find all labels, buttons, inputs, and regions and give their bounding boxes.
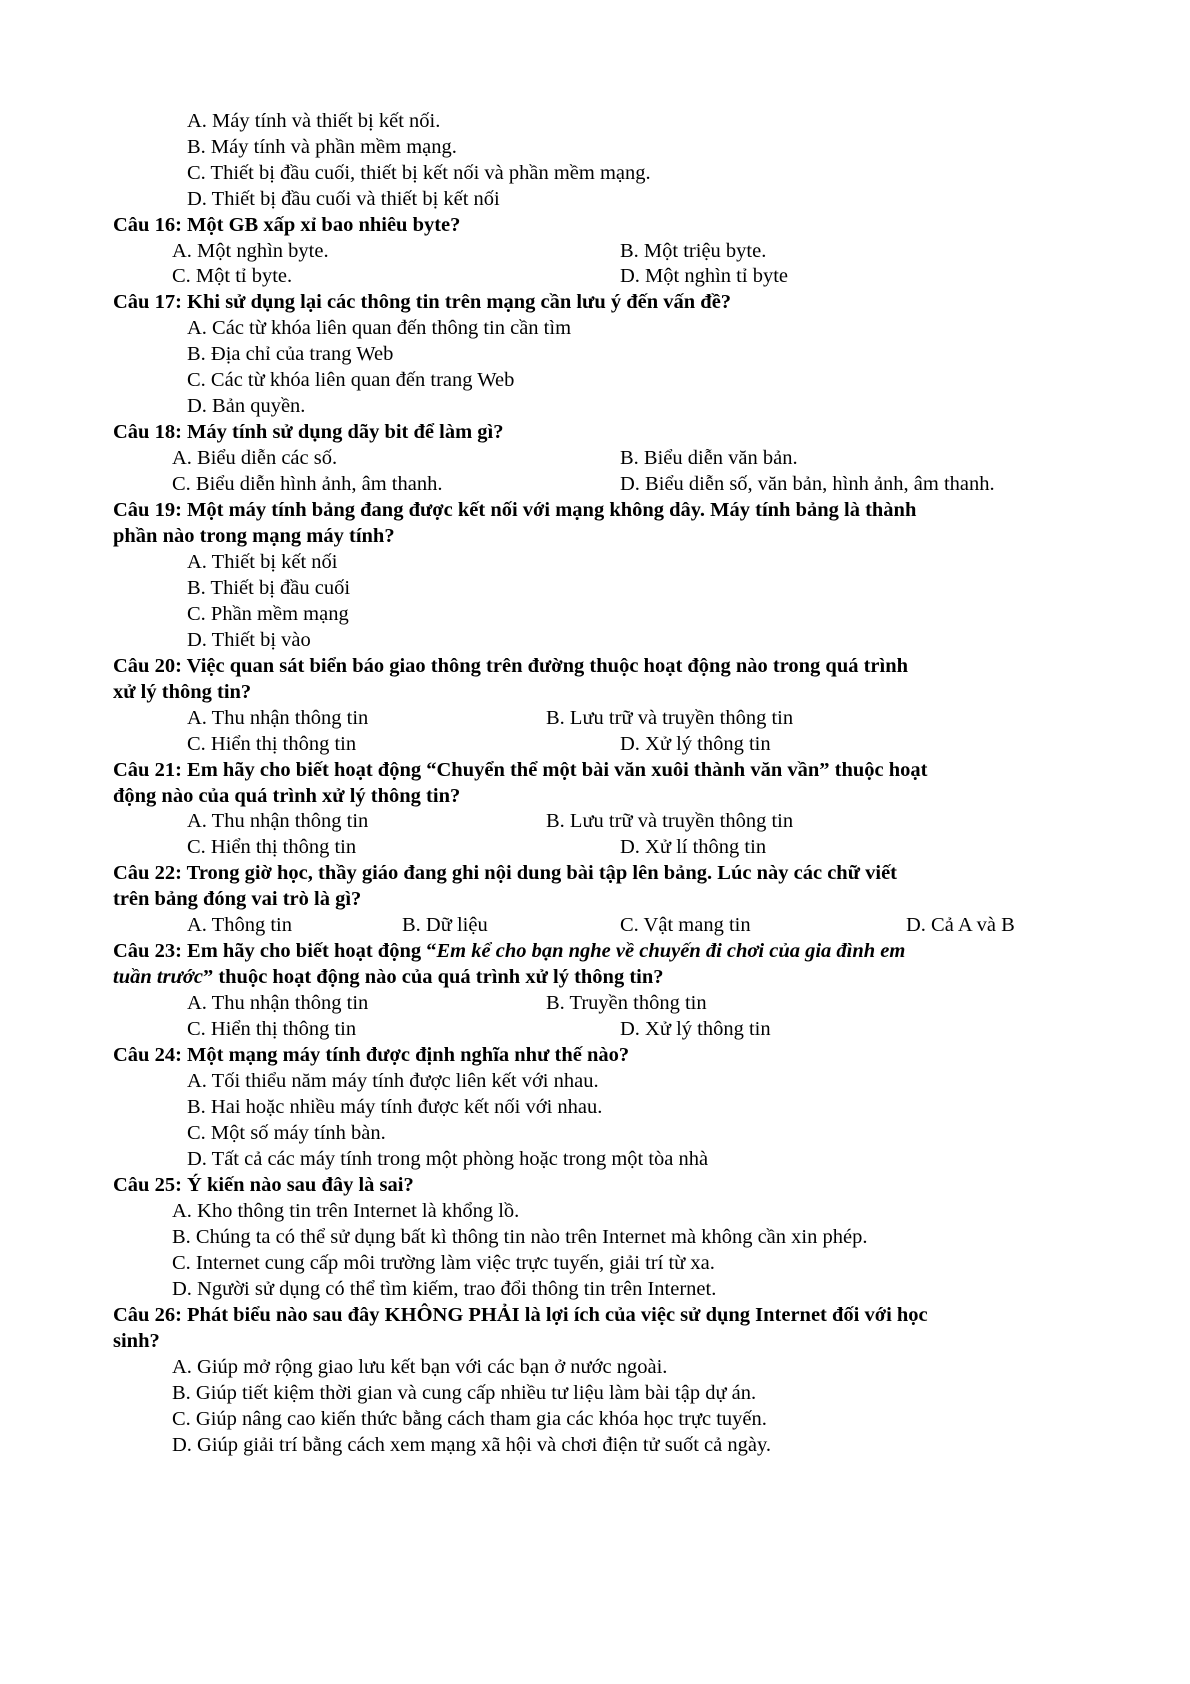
q25-option-b: B. Chúng ta có thể sử dụng bất kì thông tin nào trên Internet mà không cần xin phép. bbox=[172, 1226, 868, 1248]
q22-option-c: C. Vật mang tin bbox=[620, 914, 751, 936]
question-23-title-line1 bbox=[113, 938, 905, 964]
q18-option-a: A. Biểu diễn các số. bbox=[172, 447, 338, 469]
q24-option-c: C. Một số máy tính bàn. bbox=[187, 1122, 386, 1144]
q23-option-d: D. Xử lý thông tin bbox=[620, 1018, 771, 1040]
q24-option-b: B. Hai hoặc nhiều máy tính được kết nối với nhau. bbox=[187, 1096, 603, 1118]
q23-option-c: C. Hiển thị thông tin bbox=[187, 1018, 357, 1040]
q16-option-d: D. Một nghìn tỉ byte bbox=[620, 265, 788, 287]
q26-option-c: C. Giúp nâng cao kiến thức bằng cách tham gia các khóa học trực tuyến. bbox=[172, 1408, 767, 1430]
question-21-title-line2: động nào của quá trình xử lý thông tin? bbox=[113, 785, 461, 807]
q23-title-suffix: ” thuộc hoạt động nào của quá trình xử lý thông tin? bbox=[202, 966, 664, 988]
question-20-title-line1: Câu 20: Việc quan sát biển báo giao thông trên đường thuộc hoạt động nào trong quá trình bbox=[113, 655, 909, 677]
question-23-title-line2 bbox=[113, 964, 664, 990]
q23-option-a: A. Thu nhận thông tin bbox=[187, 992, 369, 1014]
q16-option-c: C. Một tỉ byte. bbox=[172, 265, 293, 287]
question-24-title: Câu 24: Một mạng máy tính được định nghĩa như thế nào? bbox=[113, 1044, 630, 1066]
q26-option-b: B. Giúp tiết kiệm thời gian và cung cấp nhiều tư liệu làm bài tập dự án. bbox=[172, 1382, 757, 1404]
q17-option-c: C. Các từ khóa liên quan đến trang Web bbox=[187, 369, 515, 391]
q20-option-d: D. Xử lý thông tin bbox=[620, 733, 771, 755]
q15-option-c: C. Thiết bị đầu cuối, thiết bị kết nối và phần mềm mạng. bbox=[187, 162, 651, 184]
q24-option-d: D. Tất cả các máy tính trong một phòng hoặc trong một tòa nhà bbox=[187, 1148, 709, 1170]
q19-option-a: A. Thiết bị kết nối bbox=[187, 551, 338, 573]
q17-option-a: A. Các từ khóa liên quan đến thông tin cần tìm bbox=[187, 317, 572, 339]
q26-option-d: D. Giúp giải trí bằng cách xem mạng xã hội và chơi điện tử suốt cả ngày. bbox=[172, 1434, 772, 1456]
q25-option-c: C. Internet cung cấp môi trường làm việc trực tuyến, giải trí từ xa. bbox=[172, 1252, 715, 1274]
q17-option-d: D. Bản quyền. bbox=[187, 395, 306, 417]
question-20-title-line2: xử lý thông tin? bbox=[113, 681, 252, 703]
question-22-title-line1: Câu 22: Trong giờ học, thầy giáo đang ghi nội dung bài tập lên bảng. Lúc này các chữ viết bbox=[113, 862, 898, 884]
question-16-title: Câu 16: Một GB xấp xỉ bao nhiêu byte? bbox=[113, 214, 461, 236]
q18-option-c: C. Biểu diễn hình ảnh, âm thanh. bbox=[172, 473, 443, 495]
q21-option-b: B. Lưu trữ và truyền thông tin bbox=[546, 810, 794, 832]
q26-option-a: A. Giúp mở rộng giao lưu kết bạn với các bạn ở nước ngoài. bbox=[172, 1356, 668, 1378]
question-26-title-line1: Câu 26: Phát biểu nào sau đây KHÔNG PHẢI là lợi ích của việc sử dụng Internet đối với học bbox=[113, 1304, 928, 1326]
q25-option-d: D. Người sử dụng có thể tìm kiếm, trao đổi thông tin trên Internet. bbox=[172, 1278, 717, 1300]
q18-option-b: B. Biểu diễn văn bản. bbox=[620, 447, 798, 469]
q19-option-c: C. Phần mềm mạng bbox=[187, 603, 349, 625]
q15-option-a: A. Máy tính và thiết bị kết nối. bbox=[187, 110, 441, 132]
q23-title-italic-part2: tuần trước bbox=[113, 966, 203, 988]
question-25-title: Câu 25: Ý kiến nào sau đây là sai? bbox=[113, 1174, 414, 1196]
q20-option-b: B. Lưu trữ và truyền thông tin bbox=[546, 707, 794, 729]
q19-option-b: B. Thiết bị đầu cuối bbox=[187, 577, 351, 599]
q23-title-italic-part1: Em kể cho bạn nghe về chuyến đi chơi của gia đình em bbox=[436, 940, 906, 962]
question-19-title-line2: phần nào trong mạng máy tính? bbox=[113, 525, 395, 547]
q15-option-b: B. Máy tính và phần mềm mạng. bbox=[187, 136, 457, 158]
q20-option-c: C. Hiển thị thông tin bbox=[187, 733, 357, 755]
q24-option-a: A. Tối thiểu năm máy tính được liên kết với nhau. bbox=[187, 1070, 599, 1092]
question-18-title: Câu 18: Máy tính sử dụng dãy bit để làm gì? bbox=[113, 421, 504, 443]
q21-option-c: C. Hiển thị thông tin bbox=[187, 836, 357, 858]
q16-option-b: B. Một triệu byte. bbox=[620, 240, 767, 262]
q22-option-b: B. Dữ liệu bbox=[402, 914, 488, 936]
q25-option-a: A. Kho thông tin trên Internet là khổng lồ. bbox=[172, 1200, 520, 1222]
q22-option-d: D. Cả A và B bbox=[906, 914, 1015, 936]
q17-option-b: B. Địa chỉ của trang Web bbox=[187, 343, 394, 365]
q21-option-d: D. Xử lí thông tin bbox=[620, 836, 767, 858]
q16-option-a: A. Một nghìn byte. bbox=[172, 240, 329, 262]
q20-option-a: A. Thu nhận thông tin bbox=[187, 707, 369, 729]
q22-option-a: A. Thông tin bbox=[187, 914, 292, 936]
question-19-title-line1: Câu 19: Một máy tính bảng đang được kết nối với mạng không dây. Máy tính bảng là thành bbox=[113, 499, 917, 521]
question-26-title-line2: sinh? bbox=[113, 1330, 160, 1352]
q21-option-a: A. Thu nhận thông tin bbox=[187, 810, 369, 832]
q18-option-d: D. Biểu diễn số, văn bản, hình ảnh, âm thanh. bbox=[620, 473, 995, 495]
question-21-title-line1: Câu 21: Em hãy cho biết hoạt động “Chuyển thể một bài văn xuôi thành văn vần” thuộc hoạt bbox=[113, 759, 928, 781]
question-17-title: Câu 17: Khi sử dụng lại các thông tin trên mạng cần lưu ý đến vấn đề? bbox=[113, 291, 732, 313]
q23-option-b: B. Truyền thông tin bbox=[546, 992, 707, 1014]
q15-option-d: D. Thiết bị đầu cuối và thiết bị kết nối bbox=[187, 188, 500, 210]
q23-title-prefix: Câu 23: Em hãy cho biết hoạt động “ bbox=[113, 940, 437, 962]
q19-option-d: D. Thiết bị vào bbox=[187, 629, 311, 651]
question-22-title-line2: trên bảng đóng vai trò là gì? bbox=[113, 888, 362, 910]
